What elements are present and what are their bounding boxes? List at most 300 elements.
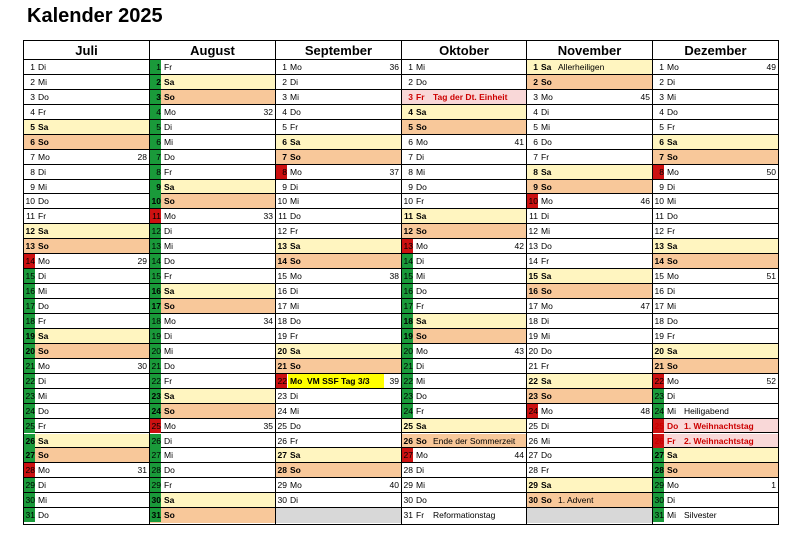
day-row [653,194,778,209]
weekday-label: Do [541,136,552,147]
day-number: 21 [654,360,664,371]
day-row [150,448,275,463]
week-number: 38 [389,271,399,282]
day-number: 14 [403,256,413,267]
month-column-juli [24,41,150,524]
day-number: 26 [528,435,538,446]
day-number: 3 [533,91,538,102]
weekday-label: Mi [667,405,676,416]
day-number: 28 [25,465,35,476]
day-number: 16 [25,286,35,297]
weekday-label: Mi [290,91,299,102]
weekday-label: So [38,345,49,356]
weekday-label: Mo [38,256,50,267]
day-number: 13 [403,241,413,252]
day-number: 27 [528,450,538,461]
day-number: 8 [276,165,287,179]
month-header: Oktober [402,41,526,60]
day-number: 16 [528,286,538,297]
day-row [653,419,778,434]
weekday-label: Mi [416,375,425,386]
day-number: 18 [403,315,413,326]
day-row [653,224,778,239]
weekday-label: Do [290,420,301,431]
weekday-label: So [541,390,552,401]
weekday-label: Mi [38,181,47,192]
week-number: 40 [389,480,399,491]
day-number: 21 [528,360,538,371]
day-number: 6 [30,136,35,147]
day-row [150,374,275,389]
day-number: 17 [25,301,35,312]
week-number: 41 [514,136,524,147]
day-row [527,165,652,180]
weekday-label: Fr [290,435,299,446]
weekday-label: Fr [667,330,676,341]
day-number: 4 [533,106,538,117]
day-row [402,344,526,359]
day-row [276,329,401,344]
day-row [402,284,526,299]
day-number: 23 [528,390,538,401]
week-number: 42 [514,241,524,252]
day-number: 1 [533,62,538,72]
weekday-label: Mo [667,271,679,282]
day-number: 22 [654,375,664,386]
day-row [276,508,401,523]
day-row [24,404,149,419]
weekday-label: Mo [288,374,305,388]
day-number: 28 [528,465,538,476]
weekday-label: So [667,465,678,476]
day-row [150,60,275,75]
day-row [653,374,778,389]
week-number: 32 [263,106,273,117]
weekday-label: Mi [541,330,550,341]
day-row [527,374,652,389]
weekday-label: Di [164,330,173,341]
day-number: 21 [277,360,287,371]
day-row [276,434,401,449]
day-row [527,209,652,224]
day-number: 27 [277,450,287,461]
weekday-label: Sa [38,330,49,341]
weekday-label: Mo [541,196,553,207]
day-row [24,194,149,209]
month-header: Dezember [653,41,778,60]
day-row [24,209,149,224]
day-number: 26 [151,435,161,446]
day-number: 5 [408,121,413,132]
day-event: VM SSF Tag 3/3 [304,374,384,388]
day-row [402,434,526,449]
day-row [24,299,149,314]
day-number: 10 [277,196,287,207]
day-number: 2 [659,76,664,87]
day-number: 3 [408,91,413,102]
day-number: 19 [151,330,161,341]
day-number: 23 [277,390,287,401]
weekday-label: Mo [290,271,302,282]
day-event: 2. Weihnachtstag [684,435,754,446]
day-number: 15 [654,271,664,282]
day-row [653,284,778,299]
day-number: 11 [26,211,35,222]
weekday-label: Di [416,256,425,267]
day-number: 7 [282,151,287,162]
day-row [150,359,275,374]
day-number: 29 [654,480,664,491]
day-number: 20 [654,345,664,356]
day-number: 4 [408,106,413,117]
weekday-label: Do [416,390,427,401]
day-number: 18 [528,315,538,326]
day-number: 10 [654,196,664,207]
day-row [276,224,401,239]
weekday-label: Mo [667,480,679,491]
day-number: 30 [654,495,664,506]
weekday-label: Mi [667,196,676,207]
day-row [653,344,778,359]
day-row [276,448,401,463]
day-row [653,314,778,329]
day-number: 23 [25,390,35,401]
weekday-label: So [416,330,427,341]
weekday-label: Mi [290,405,299,416]
day-row [276,269,401,284]
weekday-label: So [541,76,552,87]
day-number: 20 [528,345,538,356]
weekday-label: Mi [38,390,47,401]
day-row [527,75,652,90]
weekday-label: Mi [667,301,676,312]
day-row [402,419,526,434]
day-number: 27 [151,450,161,461]
day-number: 5 [282,121,287,132]
day-row [150,508,275,523]
day-row [150,209,275,224]
day-row [24,493,149,508]
weekday-label: Sa [290,345,301,356]
week-number: 47 [640,301,650,312]
weekday-label: Sa [541,480,552,491]
weekday-label: Do [667,420,679,431]
day-number: 8 [30,166,35,177]
weekday-label: Mi [667,510,676,521]
day-row [150,284,275,299]
day-number: 5 [659,121,664,132]
day-row [402,75,526,90]
day-row [24,60,149,75]
day-row [150,150,275,165]
day-number: 8 [653,165,664,179]
day-number: 15 [277,271,287,282]
day-row [653,60,778,75]
day-number: 14 [151,256,161,267]
weekday-label: Di [38,62,47,72]
day-number: 17 [277,301,287,312]
week-number: 33 [263,211,273,222]
day-event: Tag der Dt. Einheit [433,91,508,102]
weekday-label: Di [164,435,173,446]
day-row [276,344,401,359]
day-row [653,448,778,463]
weekday-label: Mo [541,405,553,416]
day-row [24,434,149,449]
weekday-label: Di [667,390,676,401]
weekday-label: Do [667,106,678,117]
day-row [24,150,149,165]
day-row [653,105,778,120]
day-row [150,180,275,195]
day-row [653,90,778,105]
weekday-label: Sa [541,62,552,72]
weekday-label: Mo [541,301,553,312]
weekday-label: Mo [541,91,553,102]
weekday-label: So [164,91,175,102]
day-row [24,224,149,239]
day-row [402,254,526,269]
day-number: 13 [654,241,664,252]
weekday-label: Di [38,166,47,177]
day-row [276,209,401,224]
day-number: 27 [25,450,35,461]
week-number: 49 [766,62,776,72]
day-number: 1 [150,60,161,74]
day-number: 2 [408,76,413,87]
day-row [276,284,401,299]
weekday-label: Mi [164,136,173,147]
day-row [527,299,652,314]
weekday-label: Di [416,360,425,371]
day-row [653,150,778,165]
weekday-label: Mi [541,121,550,132]
day-row [653,165,778,180]
day-number: 18 [277,315,287,326]
day-number: 7 [30,151,35,162]
day-row [653,404,778,419]
day-event: Allerheiligen [558,62,605,72]
weekday-label: So [541,286,552,297]
weekday-label: Fr [416,91,425,102]
day-row [402,120,526,135]
day-row [150,493,275,508]
day-number: 3 [30,91,35,102]
day-number: 8 [408,166,413,177]
weekday-label: Do [290,315,301,326]
weekday-label: Sa [164,76,175,87]
day-number: 18 [151,315,161,326]
day-number: 2 [533,76,538,87]
day-row [527,344,652,359]
day-row [527,448,652,463]
day-row [653,120,778,135]
weekday-label: Do [38,301,49,312]
day-number: 22 [403,375,413,386]
weekday-label: So [667,360,678,371]
month-header: November [527,41,652,60]
weekday-label: Fr [416,405,425,416]
day-number: 9 [408,181,413,192]
day-number: 18 [25,315,35,326]
weekday-label: So [164,510,175,521]
day-row [276,359,401,374]
day-number: 2 [30,76,35,87]
day-number: 22 [25,375,35,386]
day-number: 11 [404,211,413,222]
day-number: 17 [403,301,413,312]
day-number: 26 [403,435,413,446]
day-row [276,493,401,508]
weekday-label: Mo [38,360,50,371]
day-number: 24 [528,405,538,416]
day-row [24,239,149,254]
day-row [24,75,149,90]
day-row [402,329,526,344]
day-row [24,508,149,523]
day-number: 19 [654,330,664,341]
day-row [402,165,526,180]
day-row [276,60,401,75]
day-row [653,389,778,404]
weekday-label: Mi [38,76,47,87]
day-row [527,150,652,165]
day-row [653,478,778,493]
weekday-label: Mo [38,465,50,476]
day-row [276,389,401,404]
day-number: 12 [528,226,538,237]
weekday-label: Fr [38,420,47,431]
weekday-label: Do [667,211,678,222]
weekday-label: Di [290,76,299,87]
day-row [402,60,526,75]
weekday-label: Di [164,226,173,237]
day-number: 5 [150,120,161,134]
day-row [527,434,652,449]
weekday-label: Sa [38,226,49,237]
week-number: 31 [137,465,147,476]
day-number: 24 [403,405,413,416]
weekday-label: Do [416,286,427,297]
day-row [527,254,652,269]
day-row [276,75,401,90]
day-row [276,90,401,105]
day-number: 6 [408,136,413,147]
day-row [150,463,275,478]
day-number: 25 [403,420,413,431]
day-row [527,478,652,493]
day-number: 21 [151,360,161,371]
month-column-november [527,41,653,524]
day-number: 11 [529,211,538,222]
day-row [402,209,526,224]
day-number: 5 [30,121,35,132]
day-number: 19 [277,330,287,341]
week-number: 34 [263,315,273,326]
day-row [24,165,149,180]
day-number: 20 [403,345,413,356]
day-row [527,493,652,508]
day-number: 9 [659,181,664,192]
day-number: 14 [654,256,664,267]
day-number: 3 [659,91,664,102]
day-number: 13 [277,241,287,252]
weekday-label: So [38,136,49,147]
day-row [653,299,778,314]
day-row [527,284,652,299]
month-column-dezember [653,41,778,524]
day-row [150,269,275,284]
weekday-label: So [541,495,552,506]
day-row [24,314,149,329]
day-row [150,419,275,434]
weekday-label: Sa [38,435,49,446]
day-number: 30 [528,495,538,506]
weekday-label: Fr [416,510,425,521]
weekday-label: Fr [164,480,173,491]
weekday-label: Di [541,106,550,117]
day-number: 30 [403,495,413,506]
day-row [527,463,652,478]
day-row [402,463,526,478]
day-event: 1. Weihnachtstag [684,420,754,431]
day-row [276,165,401,180]
weekday-label: Sa [667,241,678,252]
day-row [527,60,652,75]
day-row [150,239,275,254]
weekday-label: Di [667,286,676,297]
weekday-label: Do [164,360,175,371]
day-number: 19 [403,330,413,341]
day-number: 9 [282,181,287,192]
day-number: 6 [533,136,538,147]
week-number: 46 [640,196,650,207]
day-number: 22 [528,375,538,386]
day-event: Heiligabend [684,405,729,416]
day-row [402,135,526,150]
weekday-label: Mi [541,226,550,237]
weekday-label: Di [290,495,299,506]
day-row [402,448,526,463]
day-number: 6 [282,136,287,147]
day-row [527,120,652,135]
day-row [653,493,778,508]
weekday-label: Mo [164,420,176,431]
weekday-label: Mi [416,166,425,177]
day-number: 15 [151,271,161,282]
weekday-label: Fr [38,106,47,117]
weekday-label: Mo [164,315,176,326]
day-number: 6 [150,135,161,149]
weekday-label: Fr [541,465,550,476]
day-number: 29 [277,480,287,491]
week-number: 50 [766,166,776,177]
week-number: 29 [137,256,147,267]
weekday-label: Mi [667,91,676,102]
day-number: 20 [25,345,35,356]
day-number: 9 [150,180,161,194]
day-row [653,359,778,374]
day-row [527,239,652,254]
weekday-label: So [290,256,301,267]
day-number: 20 [277,345,287,356]
weekday-label: Di [290,390,299,401]
day-number: 28 [151,465,161,476]
day-row [402,359,526,374]
day-row [150,329,275,344]
weekday-label: Mi [290,196,299,207]
day-number: 6 [659,136,664,147]
